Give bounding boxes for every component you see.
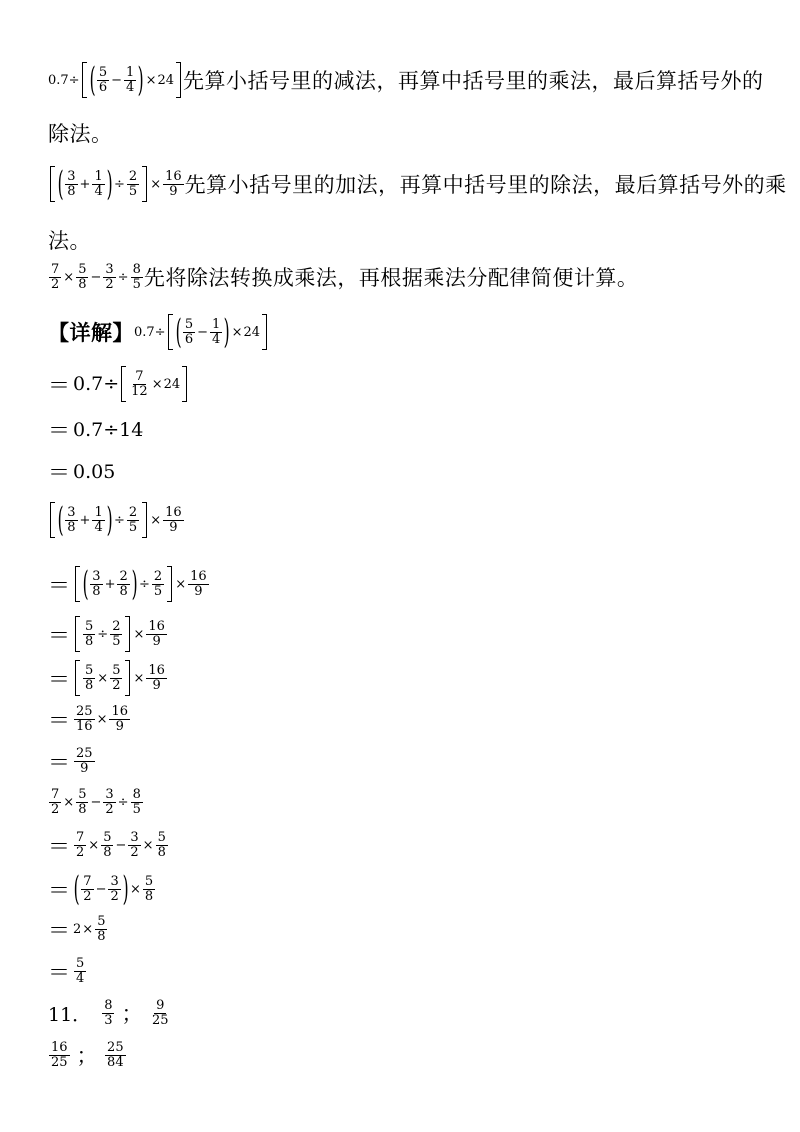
step-expression	[73, 747, 96, 775]
left-bracket	[82, 62, 87, 98]
fraction: $\frac{16}{25}$	[51, 1039, 68, 1070]
fraction: $\frac{2}{5}$	[128, 168, 138, 199]
step-5	[48, 616, 168, 652]
left-paren: (	[57, 500, 64, 540]
fraction: $\frac{3}{2}$	[105, 787, 114, 817]
explanation-3	[48, 262, 638, 292]
fraction: $\frac{25}{84}$	[107, 1039, 124, 1070]
step-text: 0.7÷14	[73, 418, 144, 441]
fraction: $\frac{5}{8}$	[144, 873, 154, 904]
step-2	[48, 414, 143, 445]
right-paren: )	[131, 564, 138, 604]
right-bracket	[176, 62, 181, 98]
explanation-2-cont	[48, 225, 91, 255]
step-8	[48, 746, 96, 777]
fraction: $\frac{25}{16}$	[76, 704, 93, 734]
step-7	[48, 704, 131, 735]
problem-3-start	[48, 788, 144, 816]
right-bracket	[142, 502, 147, 538]
right-paren: )	[106, 500, 113, 540]
equals-sign: ＝	[48, 709, 71, 734]
fraction: $\frac{16}{9}$	[165, 168, 182, 199]
fraction: $\frac{3}{8}$	[92, 568, 101, 599]
fraction: $\frac{5}{8}$	[85, 618, 94, 649]
step-text: 0.7÷	[73, 373, 120, 395]
left-paren: (	[73, 869, 80, 909]
right-paren: )	[106, 164, 113, 204]
fraction: $\frac{2}{5}$	[128, 504, 138, 535]
left-bracket	[168, 314, 173, 350]
equals-sign: ＝	[48, 573, 71, 599]
fraction: $\frac{5}{8}$	[157, 830, 166, 860]
equals-sign: ＝	[48, 835, 71, 860]
question-number: 11．	[48, 1003, 92, 1026]
fraction: $\frac{3}{2}$	[130, 830, 139, 860]
fraction: $\frac{3}{2}$	[110, 873, 119, 904]
step-1	[48, 366, 189, 402]
fraction: $\frac{5}{8}$	[97, 914, 106, 944]
fraction: $\frac{5}{8}$	[85, 662, 94, 693]
left-bracket	[75, 660, 80, 696]
step-6	[48, 660, 168, 696]
fraction: $\frac{1}{4}$	[126, 64, 135, 95]
step-expression: $\frac{5}{8}$ ÷ $\frac{2}{5}$ × $\frac{16}{9}$	[73, 616, 168, 652]
right-bracket	[125, 616, 130, 652]
fraction: $\frac{7}{2}$	[83, 873, 92, 904]
step-expression: 2 × $\frac{5}{8}$	[73, 914, 106, 944]
fraction: $\frac{16}{9}$	[148, 662, 165, 693]
operator: −	[90, 269, 102, 285]
fraction: $\frac{2}{5}$	[112, 618, 121, 649]
detail-expression: 0.7÷ ( $\frac{5}{6}$ − $\frac{1}{4}$ ) × 24	[134, 314, 269, 350]
fraction: $\frac{8}{3}$	[104, 997, 113, 1028]
explanation-text: 先将除法转换成乘法，再根据乘法分配律简便计算。	[143, 266, 639, 290]
fraction: $\frac{5}{4}$	[76, 956, 85, 986]
right-bracket	[125, 660, 130, 696]
equals-sign: ＝	[48, 919, 71, 944]
operator: ×	[63, 269, 75, 285]
fraction: $\frac{5}{8}$	[103, 830, 112, 860]
explanation-text: 先算小括号里的加法，再算中括号里的除法，最后算括号外的乘	[184, 173, 787, 197]
operator: ÷	[114, 176, 125, 192]
left-paren: (	[175, 312, 182, 352]
explanation-1	[48, 62, 764, 98]
question-11	[48, 998, 172, 1028]
left-bracket	[121, 366, 126, 402]
equals-sign: ＝	[48, 878, 71, 904]
problem-2-start	[48, 502, 185, 538]
step-3	[48, 456, 115, 487]
expression-3	[48, 263, 144, 291]
fraction: $\frac{7}{2}$	[51, 787, 60, 817]
step-expression: ( $\frac{3}{8}$ + $\frac{1}{4}$ ) ÷ $\frac{2}{5}$ × $\frac{16}{9}$	[48, 502, 185, 538]
fraction: $\frac{16}{9}$	[165, 504, 182, 535]
fraction: $\frac{8}{5}$	[132, 787, 141, 817]
right-paren: )	[137, 60, 144, 100]
right-bracket	[167, 566, 172, 602]
operator: +	[79, 176, 91, 192]
step-text: 0.05	[73, 460, 116, 483]
equals-sign: ＝	[48, 961, 71, 986]
fraction: $\frac{16}{9}$	[190, 568, 207, 599]
step-11	[48, 914, 108, 945]
step-expression: ( $\frac{7}{2}$ − $\frac{3}{2}$ ) × $\frac{5}{8}$	[73, 869, 154, 909]
equals-sign: ＝	[48, 419, 71, 444]
fraction: $\frac{3}{2}$	[105, 261, 114, 292]
operator: ×	[150, 176, 162, 192]
explanation-text: 先算小括号里的减法，再算中括号里的乘法，最后算括号外的	[183, 69, 764, 93]
step-expression: ( $\frac{3}{8}$ + $\frac{2}{8}$ ) ÷ $\frac{2}{5}$ × $\frac{16}{9}$	[73, 566, 210, 602]
equals-sign: ＝	[48, 461, 71, 486]
operator: −	[111, 72, 123, 88]
right-bracket	[142, 166, 147, 202]
right-paren: )	[223, 312, 230, 352]
step-expression: $\frac{5}{8}$ × $\frac{5}{2}$ × $\frac{16}{9}$	[73, 660, 168, 696]
fraction: $\frac{5}{2}$	[112, 662, 121, 693]
step-expression	[73, 957, 87, 985]
expression-2	[48, 166, 185, 202]
fraction: $\frac{7}{2}$	[76, 830, 85, 860]
fraction: $\frac{3}{8}$	[67, 504, 76, 535]
explanation-text: 法。	[48, 229, 91, 253]
detail-label: 【详解】	[48, 320, 134, 345]
explanation-text: 除法。	[48, 122, 113, 146]
left-bracket	[75, 566, 80, 602]
step-expression: $\frac{7}{12}$ × 24	[119, 366, 189, 402]
operator: ×	[145, 72, 157, 88]
fraction: $\frac{8}{5}$	[132, 261, 141, 292]
left-paren: (	[57, 164, 64, 204]
step-10	[48, 869, 156, 909]
fraction: $\frac{7}{2}$	[51, 261, 60, 292]
fraction: $\frac{1}{4}$	[212, 316, 221, 347]
fraction: $\frac{2}{5}$	[153, 568, 163, 599]
fraction: $\frac{7}{12}$	[131, 368, 148, 399]
operator: ÷	[117, 269, 129, 285]
fraction: $\frac{25}{9}$	[76, 746, 93, 776]
left-paren: (	[89, 60, 96, 100]
expr-number: 24	[157, 72, 175, 88]
fraction: $\frac{5}{8}$	[78, 261, 87, 292]
step-expression: $\frac{7}{2}$ × $\frac{5}{8}$ − $\frac{3}{2}$ × $\frac{5}{8}$	[76, 830, 166, 860]
answer-expression: $\frac{8}{3}$ ； $\frac{9}{25}$	[104, 997, 169, 1028]
fraction: $\frac{1}{4}$	[94, 168, 103, 199]
equals-sign: ＝	[48, 667, 71, 693]
fraction: $\frac{9}{25}$	[151, 997, 169, 1028]
fraction: $\frac{3}{8}$	[67, 168, 76, 199]
equals-sign: ＝	[48, 623, 71, 649]
right-paren: )	[122, 869, 129, 909]
right-bracket	[262, 314, 267, 350]
question-11-cont	[48, 1040, 127, 1070]
step-expression: $\frac{25}{16}$ × $\frac{16}{9}$	[76, 704, 129, 734]
left-bracket	[50, 166, 55, 202]
left-paren: (	[82, 564, 89, 604]
expr-lead: 0.7÷	[48, 72, 80, 88]
equals-sign: ＝	[48, 751, 71, 776]
step-9	[48, 830, 169, 861]
detail-header	[48, 314, 269, 350]
expression-1	[48, 62, 183, 98]
fraction: $\frac{5}{6}$	[98, 64, 108, 95]
explanation-2	[48, 166, 787, 202]
equals-sign: ＝	[48, 373, 71, 399]
left-bracket	[75, 616, 80, 652]
fraction: $\frac{2}{8}$	[119, 568, 128, 599]
fraction: $\frac{16}{9}$	[111, 704, 129, 734]
fraction: $\frac{16}{9}$	[148, 618, 165, 649]
fraction: $\frac{5}{6}$	[184, 316, 194, 347]
step-12	[48, 956, 87, 987]
left-bracket	[50, 502, 55, 538]
fraction: $\frac{1}{4}$	[94, 504, 103, 535]
step-expression: $\frac{7}{2}$ × $\frac{5}{8}$ − $\frac{3}{2}$ ÷ $\frac{8}{5}$	[51, 787, 141, 817]
answer-expression: $\frac{16}{25}$ ； $\frac{25}{84}$	[51, 1039, 124, 1070]
explanation-1-cont	[48, 118, 113, 148]
step-4	[48, 566, 210, 602]
fraction: $\frac{5}{8}$	[78, 787, 87, 817]
right-bracket	[182, 366, 187, 402]
